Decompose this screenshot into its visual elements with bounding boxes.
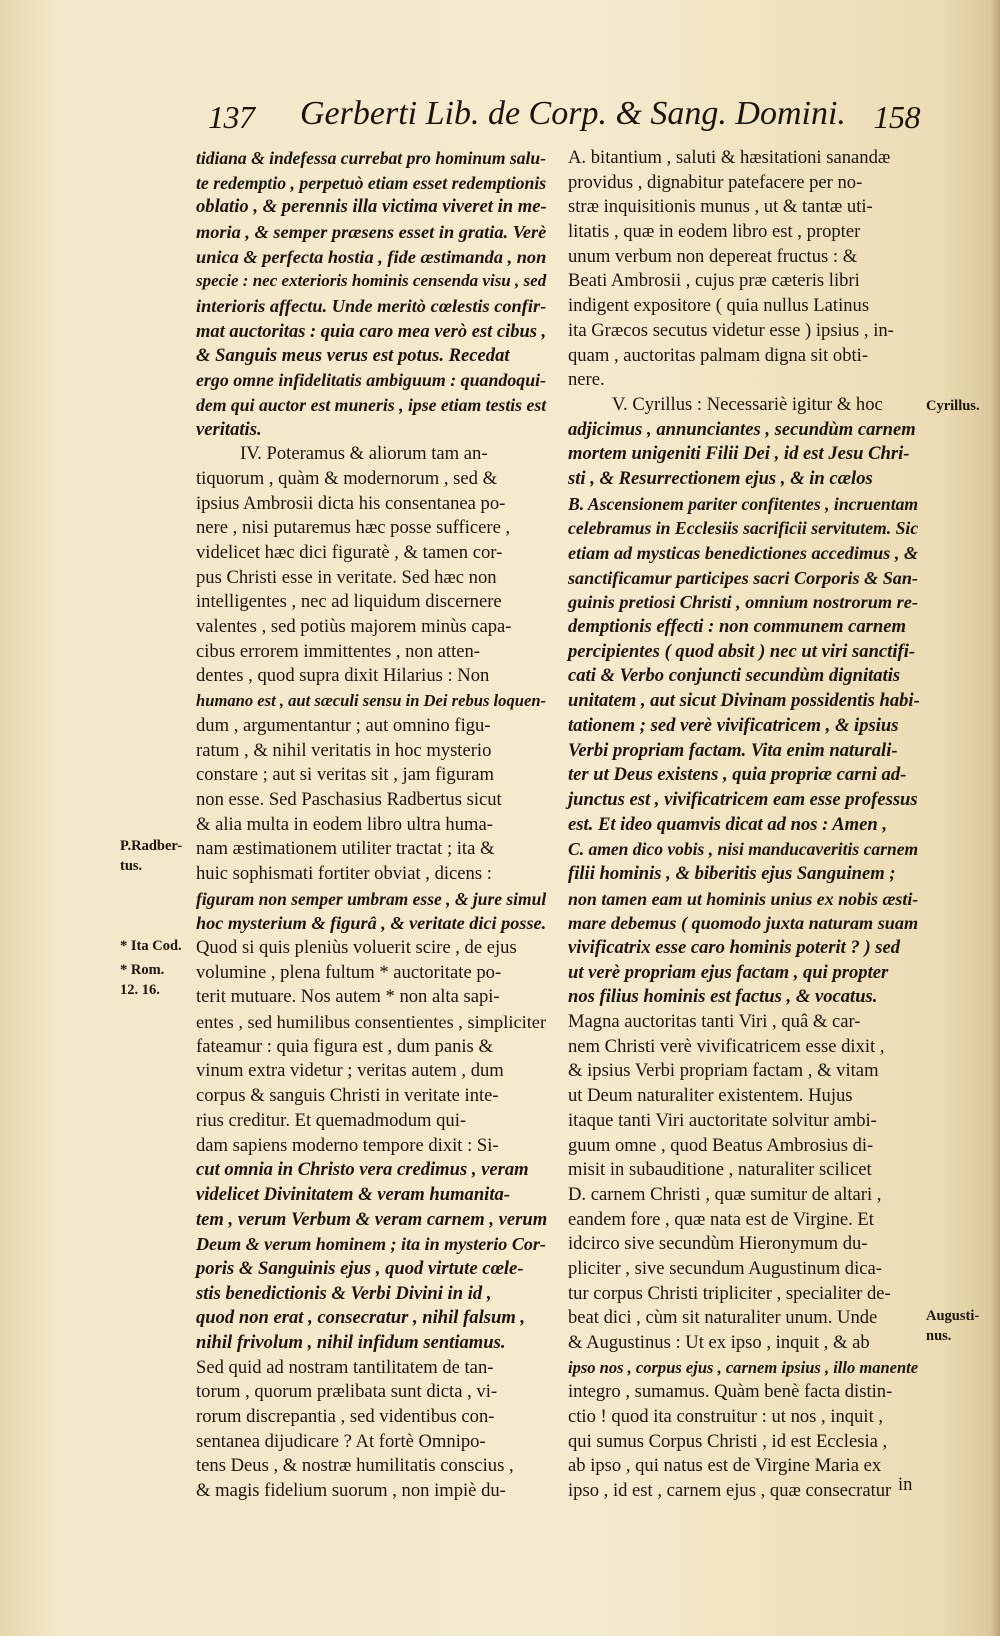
- text-line: hoc mysterium & figurâ , & veritate dici posse.: [196, 913, 547, 934]
- margin-note-line: P.Radber-: [120, 838, 183, 854]
- text-line: demptionis effecti : non communem carnem: [568, 616, 906, 638]
- text-line: unitatem , aut sicut Divinam possidentis habi-: [568, 690, 920, 712]
- text-line: nos filius hominis est factus , & vocatus.: [568, 986, 878, 1008]
- text-line: dam sapiens moderno tempore dixit : Si-: [196, 1134, 499, 1156]
- text-line: stis benedictionis & Verbi Divini in id ,: [196, 1282, 492, 1304]
- text-line: & ipsius Verbi propriam factam , & vitam: [568, 1060, 879, 1082]
- text-line: corpus & sanguis Christi in veritate inte-: [196, 1085, 499, 1107]
- text-line: interioris affectu. Unde meritò cœlestis confir-: [196, 296, 547, 317]
- text-line: B. Ascensionem pariter confitentes , incruentam: [568, 493, 919, 514]
- margin-note-line: nus.: [926, 1328, 952, 1344]
- text-line: & Sanguis meus verus est potus. Recedat: [196, 344, 510, 366]
- text-line: poris & Sanguinis ejus , quod virtute cœle-: [196, 1257, 524, 1279]
- text-line: humano est , aut sæculi sensu in Dei rebus loquen-: [196, 691, 547, 711]
- text-line: & alia multa in eodem libro ultra huma-: [196, 813, 493, 835]
- text-line: dem qui auctor est muneris , ipse etiam testis est: [196, 394, 547, 415]
- text-line: constare ; aut si veritas sit , jam figuram: [196, 764, 494, 786]
- text-line: Deum & verum hominem ; ita in mysterio Cor-: [196, 1234, 546, 1255]
- catchword: in: [898, 1474, 913, 1495]
- text-line: & magis fidelium suorum , non impiè du-: [196, 1480, 506, 1502]
- text-line: vivificatrix esse caro hominis poterit ? ) sed: [568, 937, 901, 958]
- text-line: etiam ad mysticas benedictiones accedimus , &: [568, 543, 919, 563]
- margin-note-augustinus: [926, 1306, 979, 1346]
- text-line: nere.: [568, 369, 605, 391]
- text-line: huic sophismati fortiter obviat , dicens :: [196, 862, 492, 884]
- text-line: ab ipso , qui natus est de Virgine Maria ex: [568, 1455, 882, 1477]
- text-line: nam æstimationem utiliter tractat ; ita &: [196, 838, 495, 860]
- text-line: valentes , sed potiùs majorem minùs capa-: [196, 616, 512, 638]
- text-line: mat auctoritas : quia caro mea verò est cibus ,: [196, 320, 547, 341]
- text-line: providus , dignabitur patefacere per no-: [568, 171, 863, 193]
- text-line: qui sumus Corpus Christi , id est Ecclesia ,: [568, 1430, 888, 1452]
- text-line: ut Deum naturaliter existentem. Hujus: [568, 1085, 853, 1107]
- text-line: veritatis.: [196, 418, 262, 440]
- text-line: quod non erat , consecratur , nihil falsum ,: [196, 1307, 526, 1329]
- text-line: non esse. Sed Paschasius Radbertus sicut: [196, 788, 502, 810]
- text-line: adjicimus , annunciantes , secundùm carnem: [568, 418, 916, 440]
- text-line: ergo omne infidelitatis ambiguum : quandoqui-: [196, 370, 547, 391]
- text-line: ipso nos , corpus ejus , carnem ipsius , illo manente: [568, 1357, 919, 1377]
- text-line: stræ inquisitionis munus , ut & tantæ uti-: [568, 196, 873, 218]
- text-line: quam , auctoritas palmam digna sit obti-: [568, 344, 869, 366]
- text-line: filii hominis , & biberitis ejus Sanguinem ;: [568, 862, 896, 884]
- text-line: nere , nisi putaremus hæc posse sufficere ,: [196, 517, 511, 539]
- text-line: V. Cyrillus : Necessariè igitur & hoc: [612, 393, 883, 415]
- text-line: nihil frivolum , nihil infidum sentiamus.: [196, 1332, 506, 1353]
- text-line: tem , verum Verbum & veram carnem , verum: [196, 1208, 548, 1230]
- margin-note-ita-cod: [120, 936, 182, 956]
- text-line: ut verè propriam ejus factam , qui propter: [568, 961, 889, 983]
- text-line: dum , argumentantur ; aut omnino figu-: [196, 714, 491, 736]
- text-line: mortem unigeniti Filii Dei , id est Jesu Chri-: [568, 443, 910, 465]
- left-text-column: [196, 146, 548, 1504]
- text-line: oblatio , & perennis illa victima viveret in me-: [196, 196, 547, 218]
- text-line: figuram non semper umbram esse , & jure simul: [196, 888, 547, 909]
- margin-note-line: 12. 16.: [120, 982, 160, 998]
- text-line: unica & perfecta hostia , fide æstimanda , non: [196, 246, 547, 267]
- text-line: sti , & Resurrectionem ejus , & in cælos: [568, 467, 873, 489]
- text-line: cati & Verbo conjuncti secundùm dignitatis: [568, 665, 901, 687]
- text-line: ratum , & nihil veritatis in hoc mysterio: [196, 739, 492, 761]
- text-line: ipsius Ambrosii dicta his consentanea po-: [196, 492, 506, 514]
- text-line: ctio ! quod ita construitur : ut nos , inquit ,: [568, 1406, 884, 1428]
- text-line: tationem ; sed verè vivificatricem , & ipsius: [568, 714, 899, 736]
- margin-note-line: Augusti-: [926, 1308, 980, 1324]
- text-line: rius creditur. Et quemadmodum qui-: [196, 1109, 467, 1131]
- text-line: specie : nec exterioris hominis censenda visu , sed: [196, 271, 547, 291]
- text-line: intelligentes , nec ad liquidum discernere: [196, 591, 502, 613]
- text-line: indigent expositore ( quia nullus Latinus: [568, 295, 870, 317]
- text-line: moria , & semper præsens esset in gratia. Verè: [196, 222, 547, 243]
- text-line: tiquorum , quàm & modernorum , sed &: [196, 467, 498, 489]
- page-number-right: 158: [873, 99, 920, 135]
- text-line: sanctificamur participes sacri Corporis & San-: [568, 567, 918, 588]
- text-line: cut omnia in Christo vera credimus , veram: [196, 1159, 529, 1181]
- text-line: entes , sed humilibus consentientes , simpliciter: [196, 1012, 547, 1033]
- text-line: ipso , id est , carnem ejus , quæ consecratur: [568, 1480, 892, 1502]
- running-title: Gerberti Lib. de Corp. & Sang. Domini.: [300, 95, 846, 132]
- text-line: cibus errorem immittentes , non atten-: [196, 640, 480, 662]
- text-line: nem Christi verè vivificatricem esse dixit ,: [568, 1035, 885, 1057]
- text-line: Quod si quis pleniùs voluerit scire , de ejus: [196, 937, 517, 958]
- text-line: junctus est , vivificatricem eam esse professus: [568, 788, 918, 810]
- text-line: integro , sumamus. Quàm benè facta distin-: [568, 1381, 893, 1403]
- margin-note-line: * Ita Cod.: [120, 938, 182, 954]
- text-line: itaque tanti Viri auctoritate solvitur ambi-: [568, 1109, 877, 1131]
- text-line: rorum discrepantia , sed videntibus con-: [196, 1406, 495, 1428]
- text-line: unum verbum non depereat fructus : &: [568, 245, 858, 267]
- text-line: IV. Poteramus & aliorum tam an-: [240, 443, 488, 465]
- margin-note-romans: [120, 960, 164, 1000]
- text-line: torum , quorum prælibata sunt dicta , vi-: [196, 1381, 498, 1403]
- text-line: C. amen dico vobis , nisi manducaveritis carnem: [568, 839, 919, 860]
- text-line: ita Græcos secutus videtur esse ) ipsius , in-: [568, 319, 894, 341]
- page-header: [190, 95, 920, 141]
- page-number-left: 137: [208, 99, 255, 135]
- text-line: eandem fore , quæ nata est de Virgine. Et: [568, 1208, 874, 1230]
- right-text-column: [568, 146, 920, 1504]
- text-line: est. Et ideo quamvis dicat ad nos : Amen ,: [568, 813, 888, 835]
- margin-note-radbertus: [120, 836, 182, 876]
- text-line: volumine , plena fultum * auctoritate po-: [196, 961, 502, 983]
- text-line: sentanea dijudicare ? At fortè Omnipo-: [196, 1430, 486, 1452]
- text-line: beat dici , cùm sit naturaliter unum. Unde: [568, 1307, 878, 1329]
- text-line: videlicet Divinitatem & veram humanita-: [196, 1183, 510, 1205]
- text-line: Beati Ambrosii , cujus præ cæteris libri: [568, 270, 860, 292]
- text-line: Sed quid ad nostram tantilitatem de tan-: [196, 1356, 494, 1378]
- text-line: ter ut Deus existens , quia propriæ carni ad-: [568, 764, 907, 786]
- text-line: litatis , quæ in eodem libro est , propter: [568, 221, 861, 243]
- text-line: Verbi propriam factam. Vita enim naturali-: [568, 739, 898, 761]
- margin-note-line: * Rom.: [120, 962, 165, 978]
- text-line: guinis pretiosi Christi , omnium nostrorum re-: [568, 592, 918, 613]
- text-line: tens Deus , & nostræ humilitatis conscius ,: [196, 1455, 514, 1477]
- text-line: idcirco sive secundùm Hieronymum du-: [568, 1233, 868, 1255]
- text-line: te redemptio , perpetuò etiam esset redemptionis: [196, 172, 547, 193]
- text-line: pliciter , sive secundum Augustinum dica-: [568, 1257, 882, 1279]
- text-line: celebramus in Ecclesiis sacrificii servitutem. Sic: [568, 518, 919, 539]
- margin-note-line: Cyrillus.: [926, 398, 980, 414]
- text-line: tur corpus Christi tripliciter , specialiter de-: [568, 1282, 891, 1304]
- text-line: & Augustinus : Ut ex ipso , inquit , & ab: [568, 1332, 870, 1353]
- margin-note-cyrillus: [926, 396, 980, 416]
- text-line: videlicet hæc dici figuratè , & tamen cor-: [196, 542, 503, 563]
- margin-note-line: tus.: [120, 858, 143, 874]
- text-line: misit in subauditione , naturaliter scilicet: [568, 1159, 872, 1181]
- text-line: dentes , quod supra dixit Hilarius : Non: [196, 665, 490, 687]
- text-line: vinum extra videtur ; veritas autem , dum: [196, 1060, 504, 1082]
- text-line: terit mutuare. Nos autem * non alta sapi-: [196, 986, 500, 1008]
- text-line: guum omne , quod Beatus Ambrosius di-: [568, 1134, 874, 1156]
- page-edge-shadow: [990, 0, 1000, 1636]
- text-line: non tamen eam ut hominis unius ex nobis æsti-: [568, 888, 919, 909]
- text-line: pus Christi esse in veritate. Sed hæc non: [196, 566, 497, 588]
- text-line: fateamur : quia figura est , dum panis &: [196, 1035, 493, 1057]
- text-line: percipientes ( quod absit ) nec ut viri sanctifi-: [568, 640, 916, 662]
- text-line: D. carnem Christi , quæ sumitur de altari ,: [568, 1183, 882, 1205]
- text-line: mare debemus ( quomodo juxta naturam suam: [568, 913, 919, 934]
- text-line: A. bitantium , saluti & hæsitationi sanandæ: [568, 147, 891, 168]
- text-line: tidiana & indefessa currebat pro hominum salu-: [196, 148, 547, 168]
- text-line: Magna auctoritas tanti Viri , quâ & car-: [568, 1011, 861, 1033]
